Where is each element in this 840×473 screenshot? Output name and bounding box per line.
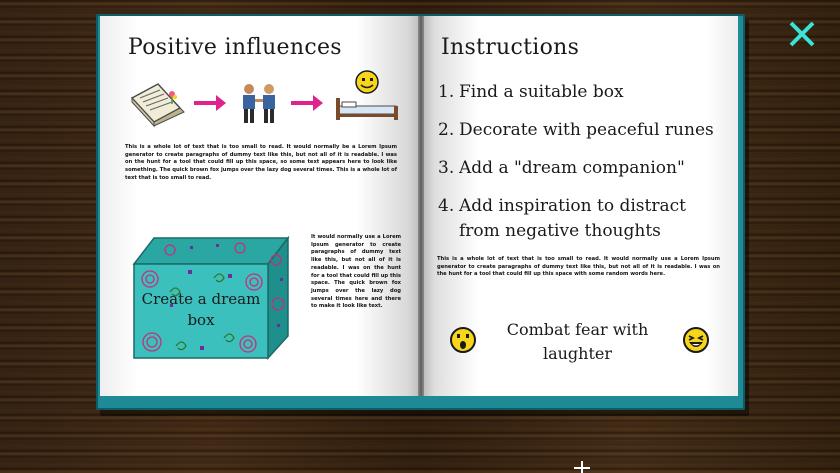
scared-smiley-icon xyxy=(449,326,477,354)
right-paragraph: This is a whole lot of text that is too small to read. It would normally use a Lorem Ipsum generator to create paragraphs of dummy text like this, but not all of it is readable. I was on the hunt for a tool that could fill up this space with some random words here. xyxy=(437,256,720,278)
diagram xyxy=(128,68,400,128)
arrow-right-icon xyxy=(291,95,323,111)
step-number: 1. xyxy=(438,82,455,102)
dream-box-label: Create a dream box xyxy=(141,290,261,329)
left-paragraph-2: It would normally use a Lorem Ipsum generator to create paragraphs of dummy text like this, but not all of it is readable. I was on the hunt for a tool that could fill up this space. The quick brown fox jumps over the lazy dog several times here and there to make it look like text. xyxy=(311,234,401,310)
combat-fear-text: Combat fear with laughter xyxy=(506,320,649,363)
instructions-list xyxy=(438,80,728,257)
step-text: Add a "dream companion" xyxy=(459,158,685,178)
book-spine xyxy=(418,16,424,402)
book-spine-bottom xyxy=(398,396,442,406)
step-number: 2. xyxy=(438,120,455,140)
instruction-step xyxy=(438,80,728,105)
step-text: Decorate with peaceful runes xyxy=(459,120,714,140)
step-number: 4. xyxy=(438,196,455,216)
sleeping-smiley-icon xyxy=(336,71,398,120)
right-page-title: Instructions xyxy=(441,35,580,60)
step-text: Find a suitable box xyxy=(459,82,624,102)
crosshair-cursor-icon xyxy=(571,461,593,473)
open-book-icon xyxy=(132,84,184,126)
step-number: 3. xyxy=(438,158,455,178)
step-text: Add inspiration to distract from negative thoughts xyxy=(459,196,686,241)
instruction-step xyxy=(438,194,728,244)
two-people-icon xyxy=(243,84,275,123)
close-x-icon[interactable] xyxy=(788,20,816,48)
instruction-step xyxy=(438,156,728,181)
laughing-smiley-icon xyxy=(682,326,710,354)
left-page-title: Positive influences xyxy=(128,35,342,60)
arrow-right-icon xyxy=(194,95,226,111)
instruction-step xyxy=(438,118,728,143)
left-paragraph-1: This is a whole lot of text that is too small to read. It would normally be a Lorem Ipsum generator to create paragraphs of dummy text like this, but not all of it is readable. I was on the hunt for a tool that could fill up this space, so some text appears here to look like something. The quick brown fox jumps over the lazy dog several times. This is a whole lot of text that is too small to read. xyxy=(125,144,397,181)
